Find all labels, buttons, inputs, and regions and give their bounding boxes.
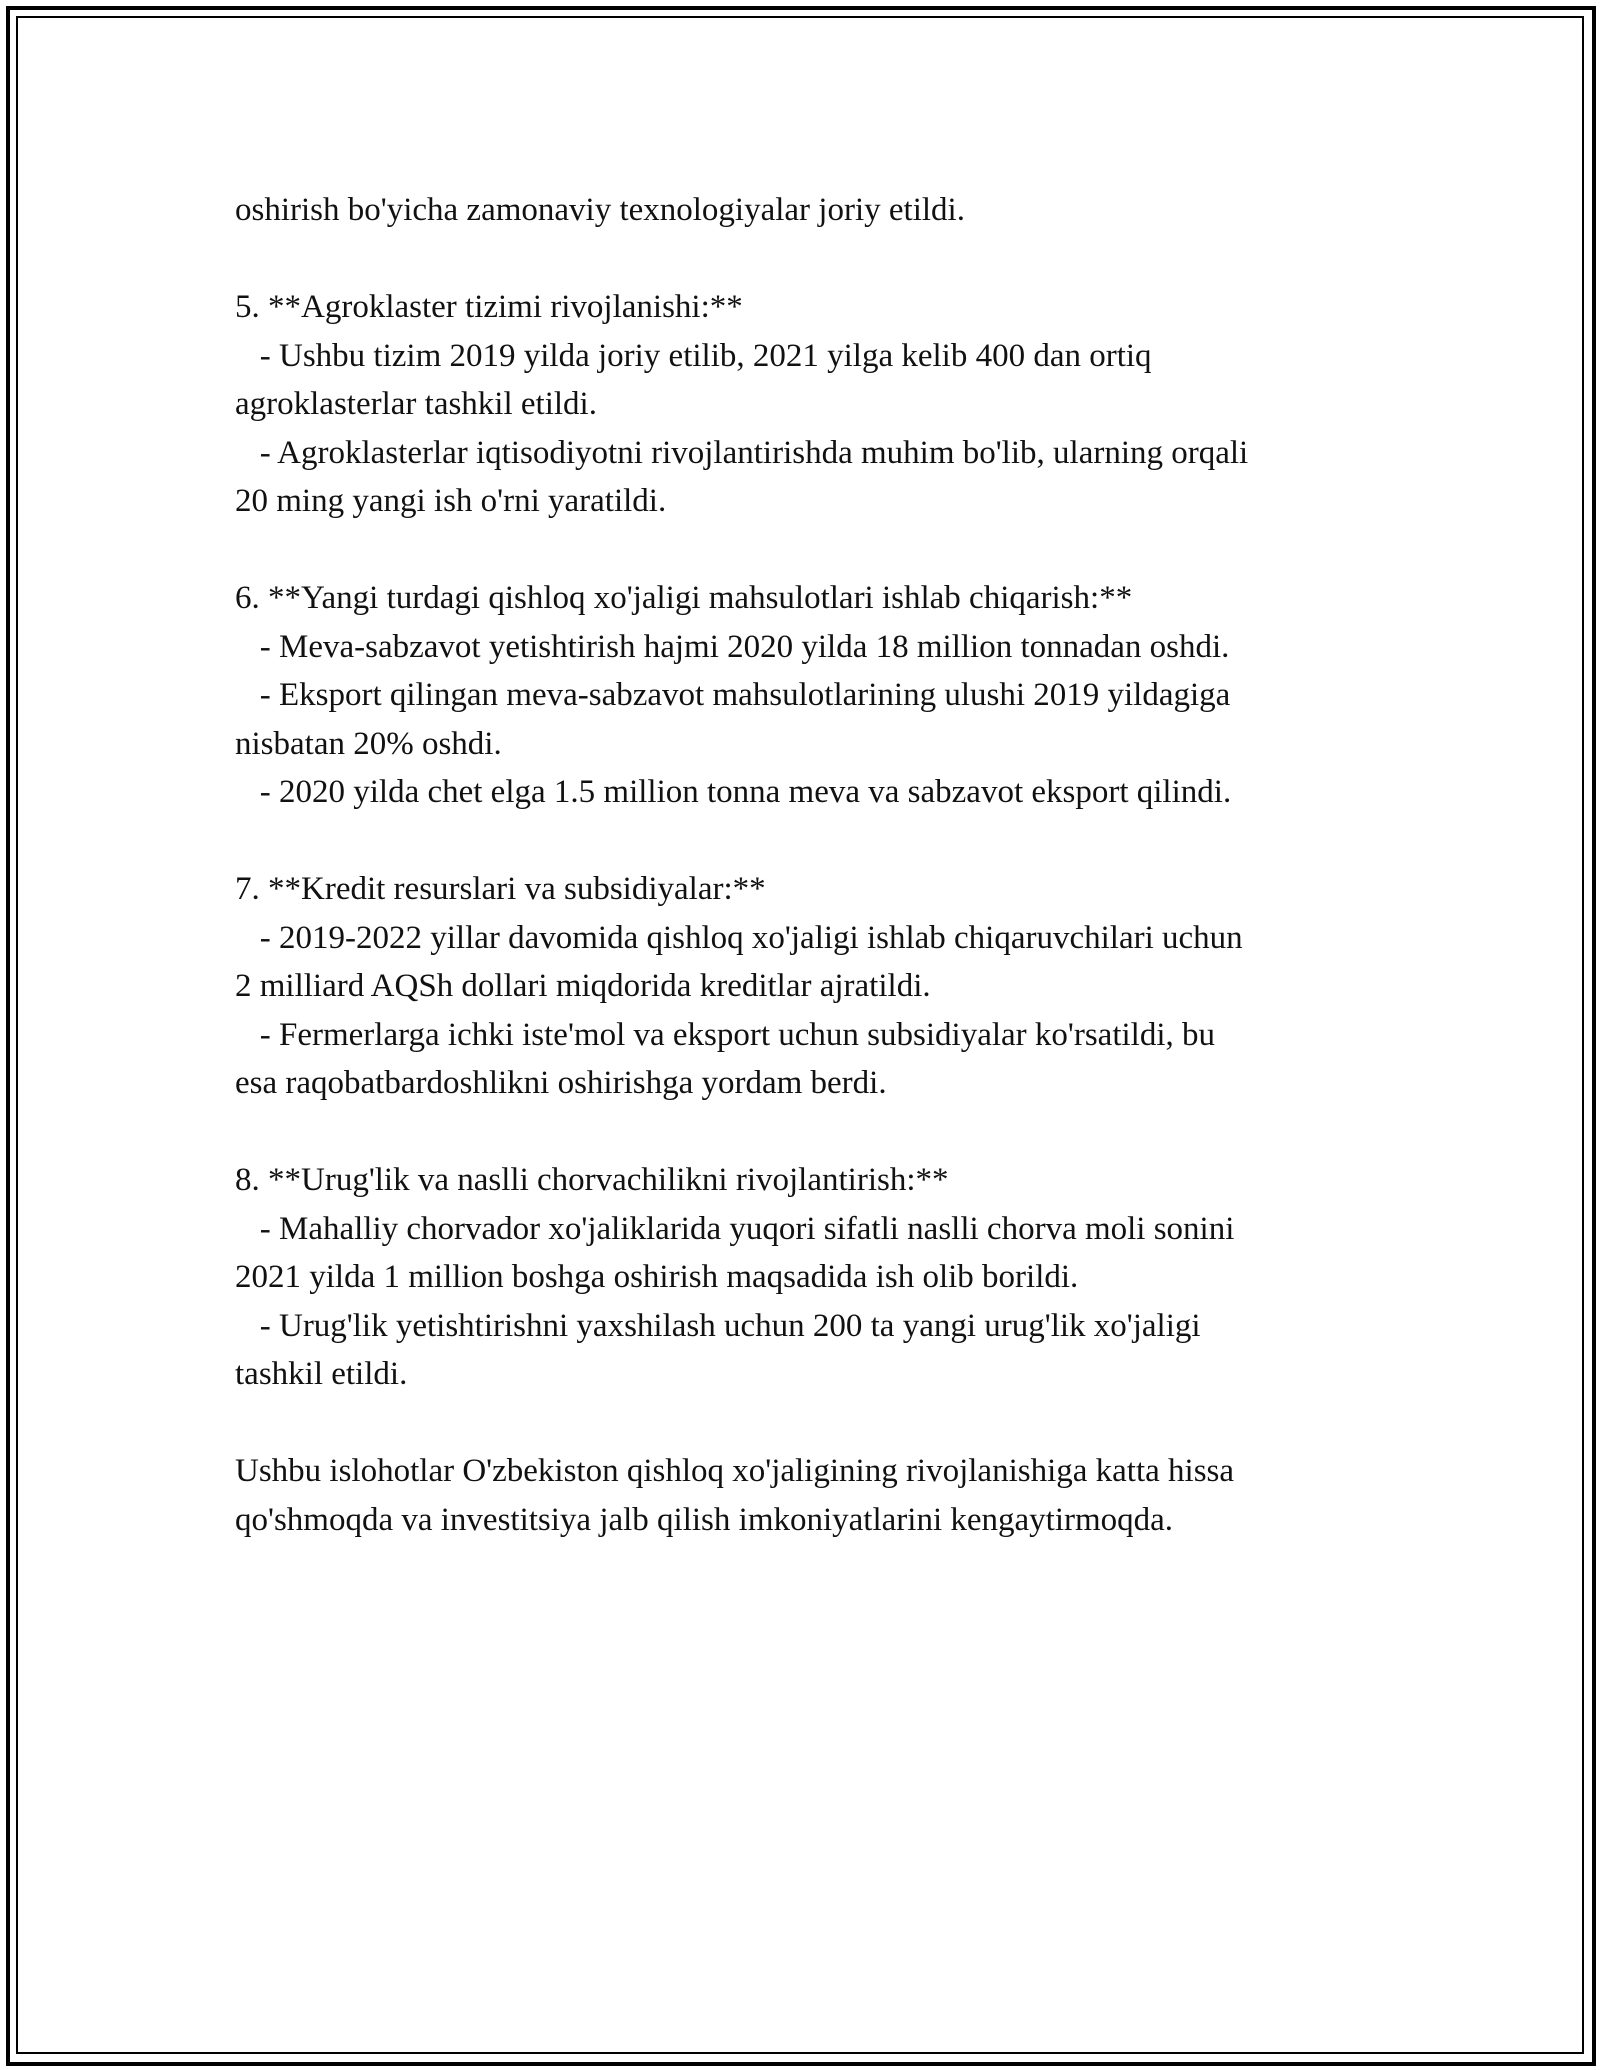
section-heading-5: 5. **Agroklaster tizimi rivojlanishi:**	[235, 289, 743, 325]
list-item: - 2019-2022 yillar davomida qishloq xo'jaligi ishlab chiqaruvchilari uchun	[235, 919, 1243, 956]
section-heading-8: 8. **Urug'lik va naslli chorvachilikni rivojlantirish:**	[235, 1162, 949, 1198]
section-heading-6: 6. **Yangi turdagi qishloq xo'jaligi mahsulotlari ishlab chiqarish:**	[235, 580, 1133, 616]
list-item: - Urug'lik yetishtirishni yaxshilash uchun 200 ta yangi urug'lik xo'jaligi	[235, 1307, 1201, 1344]
text-line: 20 ming yangi ish o'rni yaratildi.	[235, 483, 667, 519]
text-line: oshirish bo'yicha zamonaviy texnologiyalar joriy etildi.	[235, 192, 965, 228]
conclusion-line: Ushbu islohotlar O'zbekiston qishloq xo'jaligining rivojlanishiga katta hissa	[235, 1453, 1235, 1489]
list-item: - Fermerlarga ichki iste'mol va eksport uchun subsidiyalar ko'rsatildi, bu	[235, 1016, 1215, 1053]
conclusion-line: qo'shmoqda va investitsiya jalb qilish imkoniyatlarini kengaytirmoqda.	[235, 1501, 1174, 1538]
list-item: - Agroklasterlar iqtisodiyotni rivojlantirishda muhim bo'lib, ularning orqali	[235, 434, 1249, 471]
text-line: agroklasterlar tashkil etildi.	[235, 386, 597, 422]
text-line: nisbatan 20% oshdi.	[235, 725, 502, 762]
text-line: 2021 yilda 1 million boshga oshirish maqsadida ish olib borildi.	[235, 1259, 1079, 1295]
text-line: 2 milliard AQSh dollari miqdorida kreditlar ajratildi.	[235, 968, 931, 1004]
blank-line	[235, 1108, 1395, 1157]
blank-line	[235, 817, 1395, 866]
list-item: - Mahalliy chorvador xo'jaliklarida yuqori sifatli naslli chorva moli sonini	[235, 1210, 1235, 1247]
text-line: esa raqobatbardoshlikni oshirishga yordam berdi.	[235, 1065, 887, 1101]
list-item: - 2020 yilda chet elga 1.5 million tonna meva va sabzavot eksport qilindi.	[235, 774, 1232, 810]
text-line: tashkil etildi.	[235, 1356, 408, 1392]
list-item: - Meva-sabzavot yetishtirish hajmi 2020 yilda 18 million tonnadan oshdi.	[235, 628, 1230, 665]
blank-line	[235, 235, 1395, 284]
list-item: - Eksport qilingan meva-sabzavot mahsulotlarining ulushi 2019 yildagiga	[235, 677, 1231, 713]
document-body	[235, 186, 1395, 1544]
list-item: - Ushbu tizim 2019 yilda joriy etilib, 2021 yilga kelib 400 dan ortiq	[235, 337, 1152, 374]
section-heading-7: 7. **Kredit resurslari va subsidiyalar:**	[235, 871, 766, 907]
blank-line	[235, 1399, 1395, 1448]
blank-line	[235, 526, 1395, 575]
